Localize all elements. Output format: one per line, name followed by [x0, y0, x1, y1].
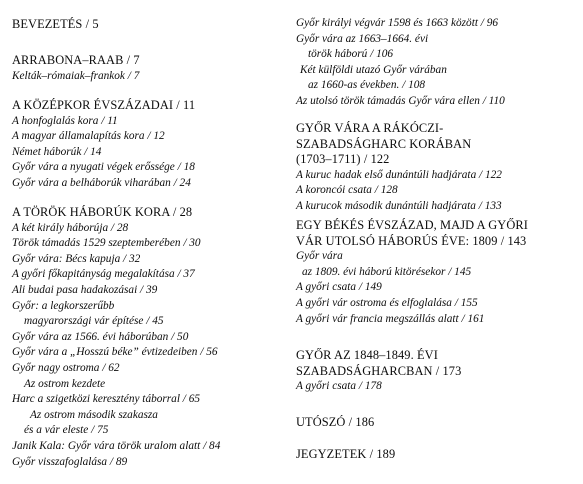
toc-subentry: A kurucok második dunántúli hadjárata / 133	[296, 199, 502, 212]
toc-chapter-heading: SZABADSÁGHARCBAN / 173	[296, 363, 462, 378]
toc-section	[12, 53, 140, 84]
toc-subentry: Győr visszafoglalása / 89	[12, 455, 128, 468]
toc-subentry: A győri főkapitányság megalakítása / 37	[12, 268, 195, 281]
toc-subentry: Győr vára	[296, 250, 343, 263]
toc-section	[296, 121, 502, 215]
toc-section	[296, 218, 528, 327]
toc-subentry: Német háborúk / 14	[12, 145, 102, 158]
toc-subentry: Győr: a legkorszerűbb	[12, 299, 115, 312]
toc-chapter-heading: BEVEZETÉS / 5	[12, 17, 99, 31]
toc-section	[296, 348, 461, 395]
toc-subentry: Győr királyi végvár 1598 és 1663 között / 96	[296, 17, 499, 29]
toc-subentry: Győr nagy ostroma / 62	[12, 361, 120, 374]
toc-chapter-heading: GYŐR VÁRA A RÁKÓCZI-	[296, 121, 444, 135]
toc-subentry: Török támadás 1529 szeptemberében / 30	[12, 237, 201, 250]
toc-subentry: Győr vára: Bécs kapuja / 32	[12, 252, 141, 265]
toc-subentry: Ali budai pasa hadakozásai / 39	[12, 283, 158, 296]
toc-subentry: A győri csata / 178	[296, 380, 382, 393]
toc-subentry: török háború / 106	[308, 48, 394, 61]
toc-section	[12, 17, 99, 33]
toc-subentry: A két király háborúja / 28	[12, 221, 129, 234]
toc-section	[12, 205, 220, 470]
toc-chapter-heading: (1703–1711) / 122	[296, 152, 390, 167]
toc-section	[296, 447, 395, 463]
toc-subentry: Győr vára az 1566. évi háborúban / 50	[12, 330, 189, 343]
toc-subentry: Az ostrom kezdete	[24, 377, 106, 390]
toc-subentry: Harc a szigetközi keresztény táborral / 65	[12, 393, 201, 406]
toc-chapter-heading: A KÖZÉPKOR ÉVSZÁZADAI / 11	[12, 98, 196, 112]
toc-chapter-heading: EGY BÉKÉS ÉVSZÁZAD, MAJD A GYŐRI	[296, 218, 528, 232]
toc-subentry: A kuruc hadak első dunántúli hadjárata / 122	[296, 168, 502, 181]
toc-subentry: A győri vár ostroma és elfoglalása / 155	[296, 296, 478, 309]
toc-chapter-heading: UTÓSZÓ / 186	[296, 415, 375, 429]
toc-subentry: az 1660-as években. / 108	[308, 79, 426, 92]
toc-subentry: A honfoglalás kora / 11	[12, 114, 118, 127]
toc-section	[296, 16, 505, 110]
toc-subentry: az 1809. évi háború kitörésekor / 145	[302, 265, 472, 278]
toc-subentry: Janik Kala: Győr vára török uralom alatt / 84	[12, 439, 221, 452]
toc-subentry: Győr vára az 1663–1664. évi	[296, 32, 429, 45]
toc-subentry: Kelták–rómaiak–frankok / 7	[12, 69, 140, 82]
toc-subentry: A győri vár francia megszállás alatt / 161	[296, 312, 485, 325]
toc-chapter-heading: VÁR UTOLSÓ HÁBORÚS ÉVE: 1809 / 143	[296, 233, 527, 248]
toc-subentry: Győr vára a nyugati végek erőssége / 18	[12, 161, 195, 174]
toc-subentry: Az ostrom második szakasza	[30, 408, 158, 421]
toc-chapter-heading: A TÖRÖK HÁBORÚK KORA / 28	[12, 205, 193, 219]
toc-chapter-heading: SZABADSÁGHARC KORÁBAN	[296, 136, 472, 151]
toc-subentry: és a vár eleste / 75	[24, 424, 109, 437]
toc-chapter-heading: JEGYZETEK / 189	[296, 447, 396, 461]
toc-chapter-heading: ARRABONA–RAAB / 7	[12, 53, 140, 67]
toc-subentry: Győr vára a „Hosszú béke” évtizedeiben / 56	[12, 346, 218, 359]
toc-subentry: A magyar államalapítás kora / 12	[12, 130, 165, 143]
toc-section	[296, 415, 374, 431]
toc-subentry: A koroncói csata / 128	[296, 184, 398, 197]
toc-subentry: Két külföldi utazó Győr várában	[300, 63, 447, 76]
toc-chapter-heading: GYŐR AZ 1848–1849. ÉVI	[296, 348, 438, 362]
toc-section	[12, 98, 195, 192]
toc-subentry: A győri csata / 149	[296, 281, 382, 294]
toc-subentry: Győr vára a belháborúk viharában / 24	[12, 176, 191, 189]
toc-subentry: Az utolsó török támadás Győr vára ellen / 110	[296, 94, 505, 107]
toc-subentry: magyarországi vár építése / 45	[24, 315, 164, 328]
